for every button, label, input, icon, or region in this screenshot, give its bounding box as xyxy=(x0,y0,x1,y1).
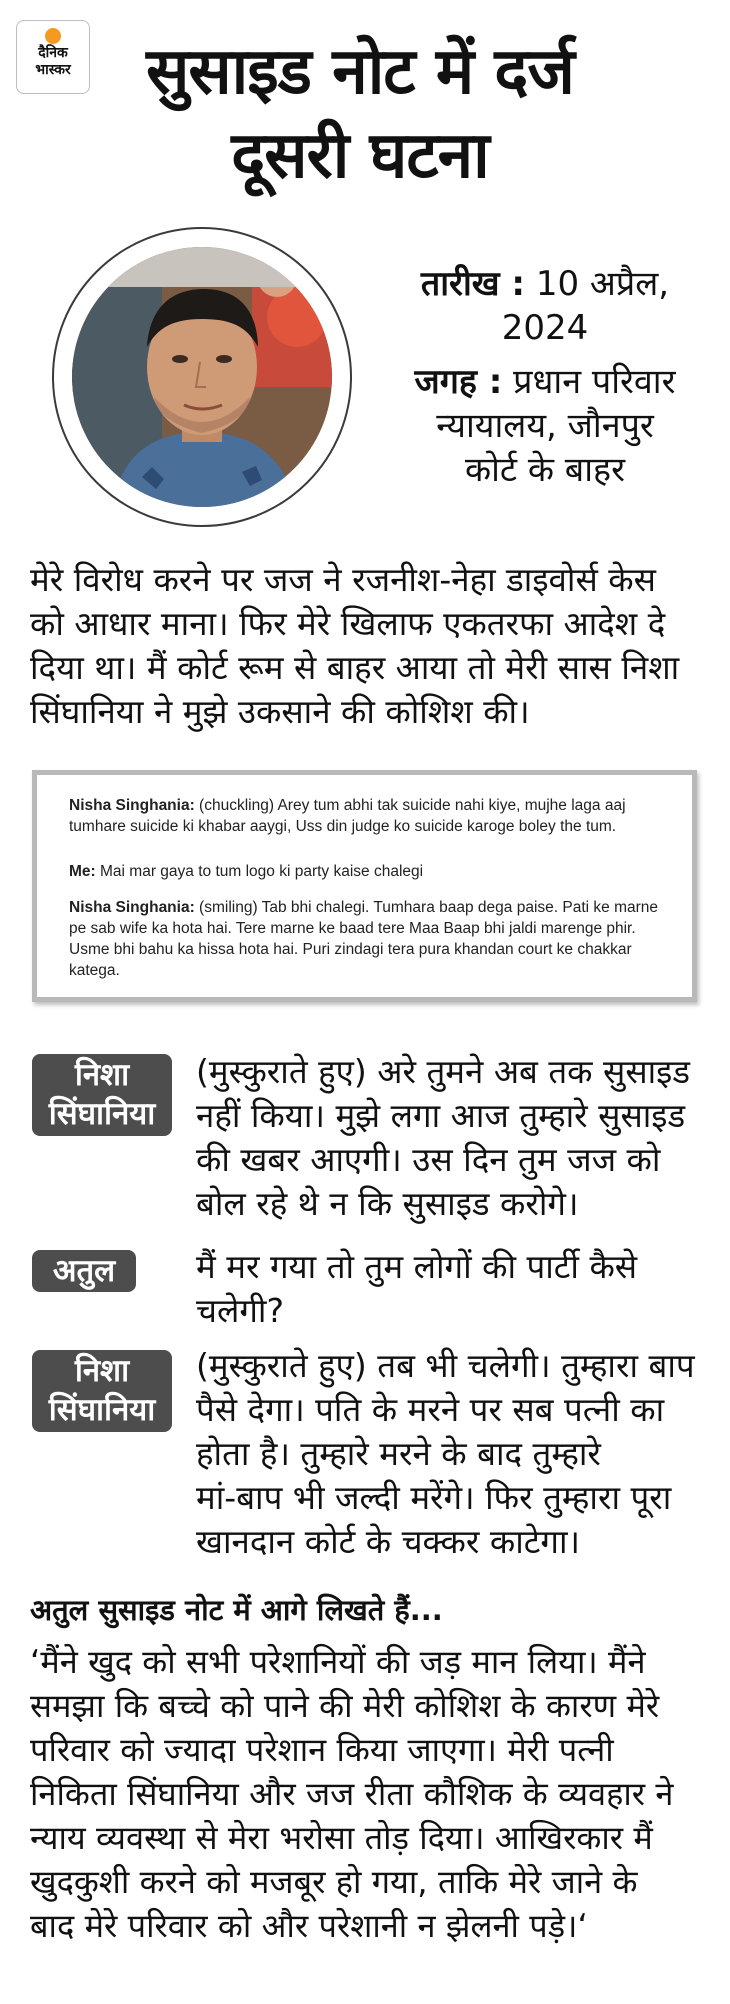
note-text: pe sab wife ka hota hai. Tere marne ke baad tere Maa Baap bhi jaldi marenge phir. xyxy=(69,920,636,937)
quote-line: ‘मैंने खुद को सभी परेशानियों की जड़ मान लिया। मैंने xyxy=(30,1643,646,1681)
intro-line: दिया था। मैं कोर्ट रूम से बाहर आया तो मेरी सास निशा xyxy=(30,648,680,687)
intro-line: को आधार माना। फिर मेरे खिलाफ एकतरफा आदेश दे xyxy=(30,604,666,643)
note-paragraph-3 xyxy=(69,897,669,981)
speaker-badge-nisha xyxy=(32,1350,172,1432)
sun-icon xyxy=(45,28,61,44)
dialogue-line: मां-बाप भी जल्दी मरेंगे। फिर तुम्हारा पूरा xyxy=(196,1478,672,1517)
date-label: तारीख : xyxy=(420,264,526,304)
dainik-bhaskar-logo[interactable] xyxy=(16,20,90,94)
note-text: (smiling) Tab bhi chalegi. Tumhara baap dega paise. Pati ke marne xyxy=(194,899,659,916)
speaker-badge-atul xyxy=(32,1250,136,1292)
note-paragraph-2 xyxy=(69,861,669,882)
logo-line-1: दैनिक xyxy=(38,45,68,61)
speaker-badge-nisha xyxy=(32,1054,172,1136)
speaker-name: निशा xyxy=(74,1353,130,1389)
note-speaker: Nisha Singhania: xyxy=(69,797,195,814)
place-line-1 xyxy=(375,360,715,404)
quote-line: समझा कि बच्चे को पाने की मेरी कोशिश के कारण मेरे xyxy=(30,1687,660,1725)
place-label: जगह : xyxy=(414,362,503,402)
quote-line: न्याय व्यवस्था से मेरा भरोसा तोड़ दिया। आखिरकार मैं xyxy=(30,1819,653,1857)
date-line-1 xyxy=(375,262,715,306)
dialogue-line: की खबर आएगी। उस दिन तुम जज को xyxy=(196,1140,661,1179)
place-value-2: न्यायालय, जौनपुर xyxy=(436,406,654,446)
note-speaker: Me: xyxy=(69,863,96,880)
dialogue-line: खानदान कोर्ट के चक्कर काटेगा। xyxy=(196,1522,581,1561)
dialogue-text-1 xyxy=(196,1050,706,1226)
dialogue-line: होता है। तुम्हारे मरने के बाद तुम्हारे xyxy=(196,1434,601,1473)
note-text: Mai mar gaya to tum logo ki party kaise chalegi xyxy=(95,863,424,880)
date-year: 2024 xyxy=(501,308,589,348)
note-text: katega. xyxy=(69,962,120,979)
dialogue-line: नहीं किया। मुझे लगा आज तुम्हारे सुसाइड xyxy=(196,1096,686,1135)
title-line-2: दूसरी घटना xyxy=(231,119,489,193)
dialogue-line: चलेगी? xyxy=(196,1291,284,1330)
quote-line: परिवार को ज्यादा परेशान किया जाएगा। मेरी पत्नी xyxy=(30,1731,614,1769)
note-speaker: Nisha Singhania: xyxy=(69,899,195,916)
section-heading: अतुल सुसाइड नोट में आगे लिखते हैं... xyxy=(30,1593,443,1627)
title-line-1: सुसाइड नोट में दर्ज xyxy=(146,35,574,109)
note-text: tumhare suicide ki khabar aaygi, Uss din judge ko suicide karoge boley the tum. xyxy=(69,818,617,835)
quote-line: निकिता सिंघानिया और जज रीता कौशिक के व्यवहार ने xyxy=(30,1775,674,1813)
portrait-frame xyxy=(52,227,352,527)
speaker-name: अतुल xyxy=(52,1253,116,1289)
quote-paragraph xyxy=(30,1640,710,1948)
dialogue-line: (मुस्कुराते हुए) तब भी चलेगी। तुम्हारा बाप xyxy=(196,1346,695,1385)
speaker-surname: सिंघानिया xyxy=(48,1392,156,1428)
note-paragraph-1 xyxy=(69,795,669,837)
dialogue-line: बोल रहे थे न कि सुसाइड करोगे। xyxy=(196,1184,579,1223)
dialogue-line: पैसे देगा। पति के मरने पर सब पत्नी का xyxy=(196,1390,665,1429)
dialogue-text-2 xyxy=(196,1245,706,1333)
quote-line: खुदकुशी करने को मजबूर हो गया, ताकि मेरे जाने के xyxy=(30,1863,638,1901)
logo-line-2: भास्कर xyxy=(35,62,71,78)
page-title xyxy=(100,30,620,198)
note-text: (chuckling) Arey tum abhi tak suicide nahi kiye, mujhe laga aaj xyxy=(194,797,626,814)
dialogue-line: (मुस्कुराते हुए) अरे तुमने अब तक सुसाइड xyxy=(196,1052,691,1091)
intro-paragraph xyxy=(30,558,710,734)
dialogue-text-3 xyxy=(196,1344,706,1564)
intro-line: सिंघानिया ने मुझे उकसाने की कोशिश की। xyxy=(30,692,530,731)
note-text: Usme bhi bahu ka hissa hota hai. Puri zindagi tera pura khandan court ke chakkar xyxy=(69,941,632,958)
dialogue-line: मैं मर गया तो तुम लोगों की पार्टी कैसे xyxy=(196,1247,638,1286)
place-value-3: कोर्ट के बाहर xyxy=(465,450,625,490)
quote-line: बाद मेरे परिवार को और परेशानी न झेलनी पड़े।‘ xyxy=(30,1907,588,1945)
portrait-photo xyxy=(72,247,332,507)
speaker-name: निशा xyxy=(74,1057,130,1093)
date-value: 10 अप्रैल, xyxy=(535,264,670,304)
suicide-note-excerpt xyxy=(32,770,697,1002)
place-value-1: प्रधान परिवार xyxy=(513,362,676,402)
speaker-surname: सिंघानिया xyxy=(48,1096,156,1132)
intro-line: मेरे विरोध करने पर जज ने रजनीश-नेहा डाइवोर्स केस xyxy=(30,560,656,599)
